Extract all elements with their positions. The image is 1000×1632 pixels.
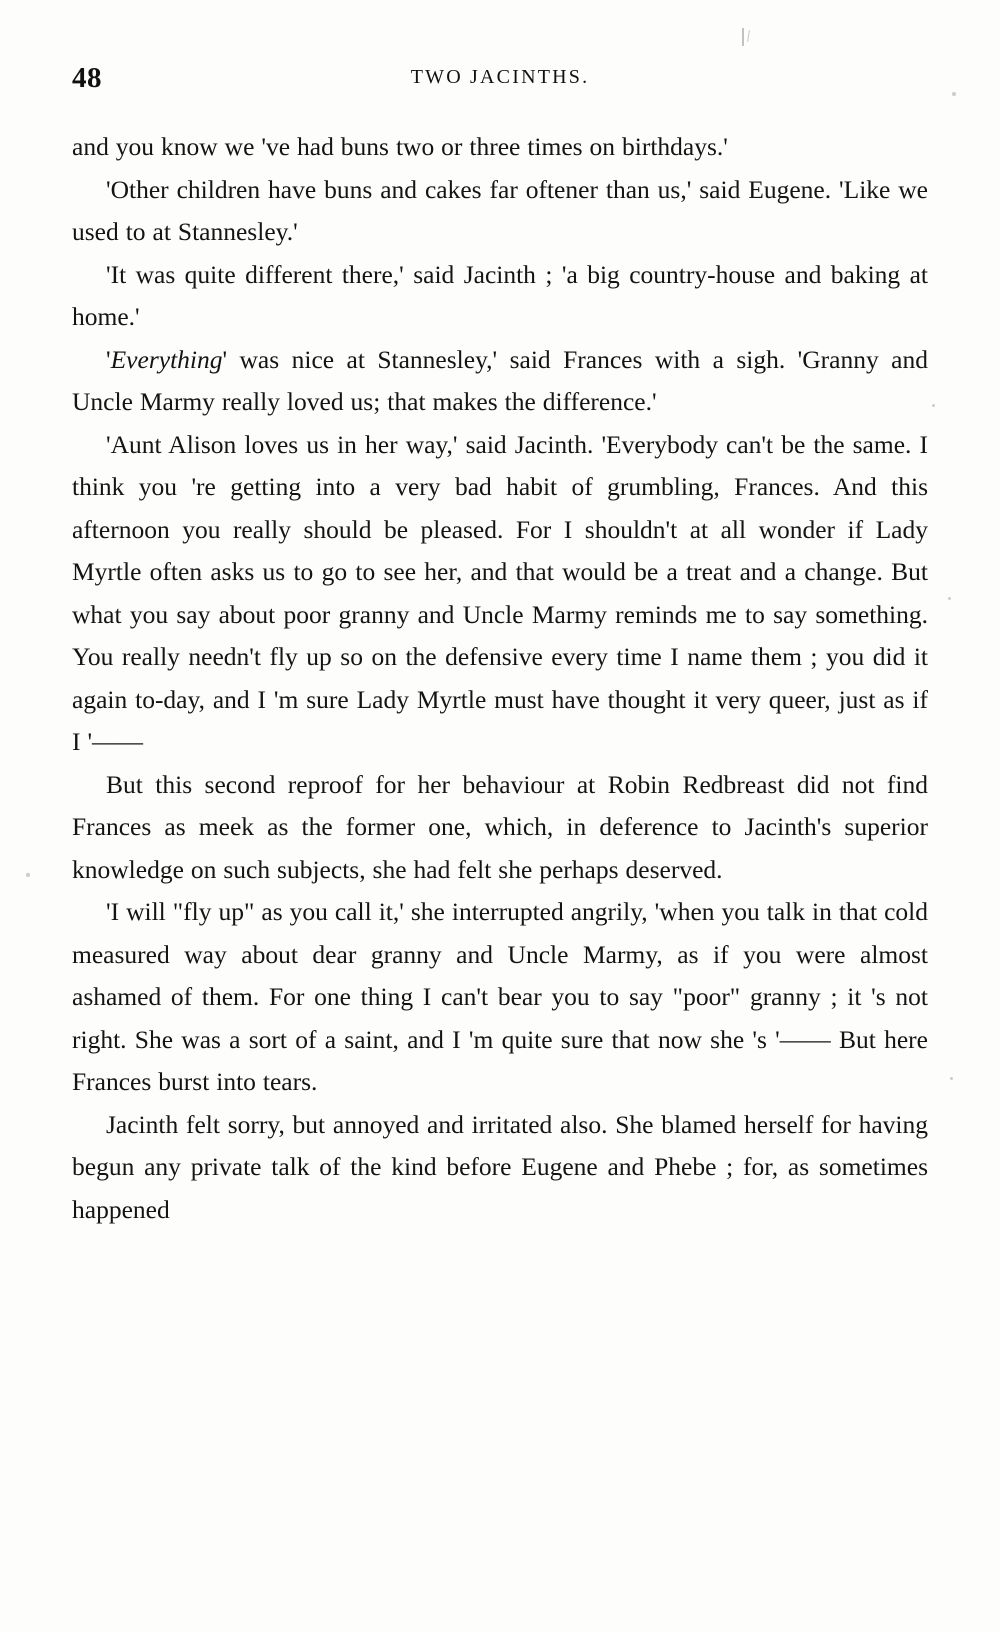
- paragraph-rest: ' was nice at Stannesley,' said Frances with a sigh. 'Granny and Uncle Marmy really loved us; that makes the difference.': [72, 344, 928, 416]
- page-speck: [26, 873, 30, 877]
- page-edge-mark: [742, 28, 744, 46]
- paragraph: 'It was quite different there,' said Jacinth ; 'a big country-house and baking at home.': [72, 259, 928, 331]
- page-edge-tick: [747, 30, 750, 42]
- page-header: [72, 62, 928, 96]
- paragraph: 'Aunt Alison loves us in her way,' said Jacinth. 'Everybody can't be the same. I think you 're getting into a very bad habit of grumbling, Frances. And this afternoon you really should be pleased. For I shouldn't at all wonder if Lady Myrtle often asks us to go to see her, and that would be a treat and a change. But what you say about poor granny and Uncle Marmy reminds me to say something. You really needn't fly up so on the defensive every time I name them ; you did it again to-day, and I 'm sure Lady Myrtle must have thought it very queer, just as if I '——: [72, 429, 928, 756]
- page-body: [72, 126, 928, 1231]
- page-speck: [948, 597, 951, 600]
- paragraph: 'I will "fly up" as you call it,' she interrupted angrily, 'when you talk in that cold measured way about dear granny and Uncle Marmy, as if you were almost ashamed of them. For one thing I can't bear you to say "poor" granny ; it 's not right. She was a sort of a saint, and I 'm quite sure that now she 's '—— But here Frances burst into tears.: [72, 897, 928, 1096]
- paragraph: 'Other children have buns and cakes far oftener than us,' said Eugene. 'Like we used to at Stannesley.': [72, 174, 928, 246]
- paragraph: 'Everything' was nice at Stannesley,' said Frances with a sigh. 'Granny and Uncle Marmy really loved us; that makes the difference.': [72, 344, 928, 416]
- paragraph: and you know we 've had buns two or three times on birthdays.': [72, 132, 728, 161]
- page-speck: [952, 92, 956, 96]
- paragraph: Jacinth felt sorry, but annoyed and irritated also. She blamed herself for having begun any private talk of the kind before Eugene and Phebe ; for, as sometimes happened: [72, 1109, 928, 1224]
- page-speck: [950, 1077, 953, 1080]
- paragraph: But this second reproof for her behaviour at Robin Redbreast did not find Frances as meek as the former one, which, in deference to Jacinth's superior knowledge on such subjects, she had felt she perhaps deserved.: [72, 769, 928, 884]
- running-head: TWO JACINTHS.: [410, 66, 590, 88]
- emphasised-word: Everything: [110, 344, 223, 374]
- page-number: 48: [72, 62, 102, 94]
- page-speck: [932, 404, 935, 407]
